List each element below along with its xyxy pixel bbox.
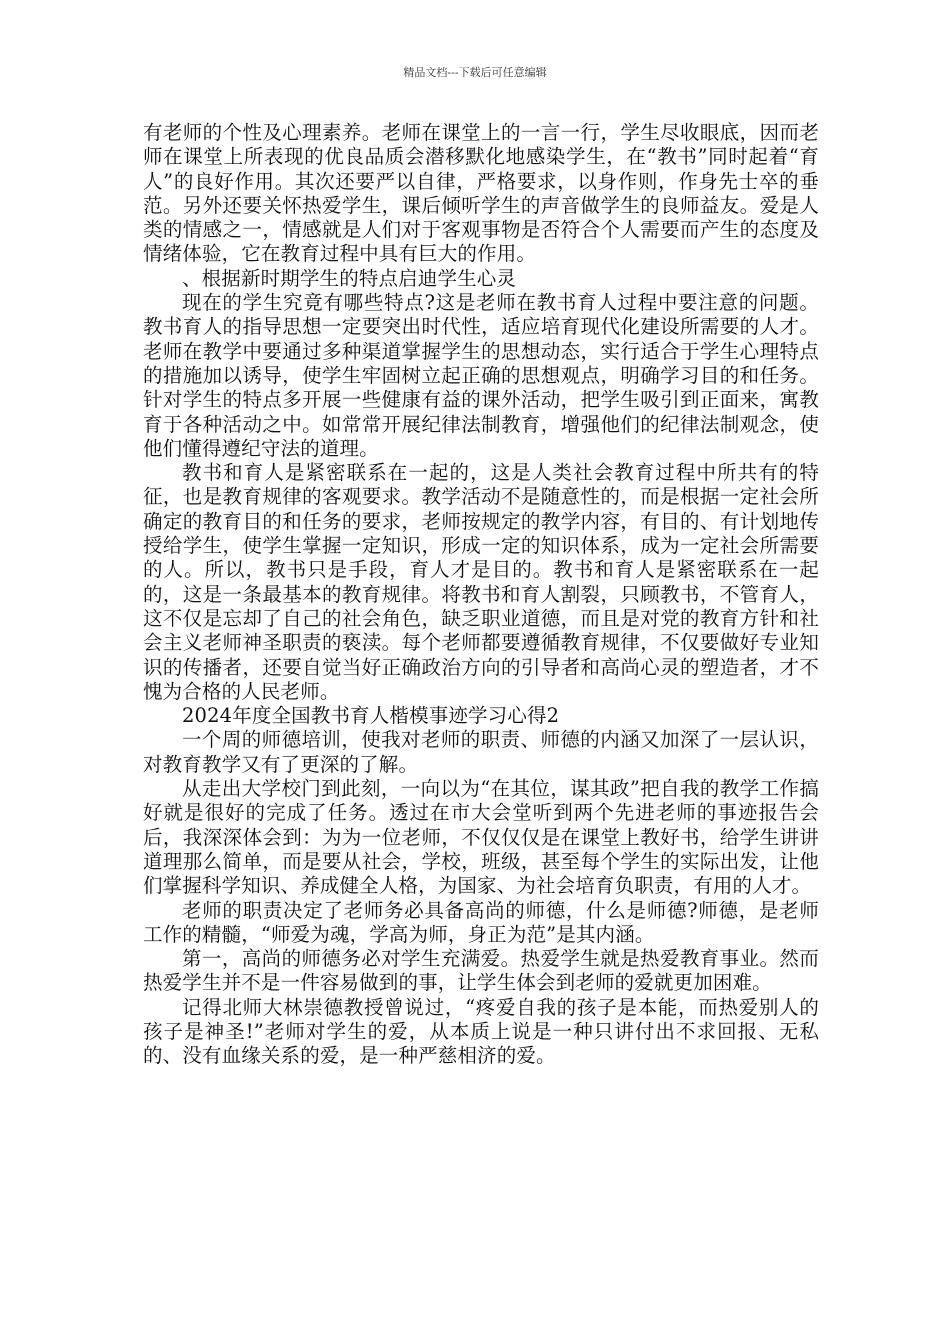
section-heading-1: 、根据新时期学生的特点启迪学生心灵: [182, 266, 517, 290]
paragraph-8: 记得北师大林崇德教授曾说过，“疼爱自我的孩子是本能，而热爱别人的孩子是神圣!”老师对学生的爱，从本质上说是一种只讲付出不求回报、无私的、没有血缘关系的爱，是一种严慈相济的爱。: [143, 995, 819, 1068]
paragraph-3: 教书和育人是紧密联系在一起的，这是人类社会教育过程中所共有的特征，也是教育规律的客观要求。教学活动不是随意性的，而是根据一定社会所确定的教育目的和任务的要求，老师按规定的教学内容，有目的、有计划地传授给学生，使学生掌握一定知识，形成一定的知识体系，成为一定社会所需要的人。所以，教书只是手段，育人才是目的。教书和育人是紧密联系在一起的，这是一条最基本的教育规律。将教书和育人割裂，只顾教书，不管育人，这不仅是忘却了自己的社会角色，缺乏职业道德，而且是对党的教育方针和社会主义老师神圣职责的亵渎。每个老师都要遵循教育规律，不仅要做好专业知识的传播者，还要自觉当好正确政治方向的引导者和高尚心灵的塑造者，才不愧为合格的人民老师。: [143, 461, 819, 703]
paragraph-6: 老师的职责决定了老师务必具备高尚的师德，什么是师德?师德，是老师工作的精髓，“师爱为魂，学高为师，身正为范”是其内涵。: [143, 898, 819, 946]
paragraph-5: 从走出大学校门到此刻，一向以为“在其位，谋其政”把自我的教学工作搞好就是很好的完成了任务。透过在市大会堂听到两个先进老师的事迹报告会后，我深深体会到：为为一位老师，不仅仅仅是在课堂上教好书，给学生讲讲道理那么简单，而是要从社会，学校，班级，甚至每个学生的实际出发，让他们掌握科学知识、养成健全人格，为国家、为社会培育负职责，有用的人才。: [143, 777, 819, 898]
section-heading-2: 2024年度全国教书育人楷模事迹学习心得2: [182, 704, 560, 728]
paragraph-4: 一个周的师德培训，使我对老师的职责、师德的内涵又加深了一层认识，对教育教学又有了更深的了解。: [143, 728, 819, 776]
paragraph-7: 第一，高尚的师德务必对学生充满爱。热爱学生就是热爱教育事业。然而热爱学生并不是一件容易做到的事，让学生体会到老师的爱就更加困难。: [143, 947, 819, 995]
page-header: 精品文档---下载后可任意编辑: [403, 66, 547, 79]
document-body: [143, 121, 819, 1069]
paragraph-1: 有老师的个性及心理素养。老师在课堂上的一言一行，学生尽收眼底，因而老师在课堂上所表现的优良品质会潜移默化地感染学生，在“教书”同时起着“育人”的良好作用。其次还要严以自律，严格要求，以身作则，作身先士卒的垂范。另外还要关怀热爱学生，课后倾听学生的声音做学生的良师益友。爱是人类的情感之一，情感就是人们对于客观事物是否符合个人需要而产生的态度及情绪体验，它在教育过程中具有巨大的作用。: [143, 121, 819, 266]
paragraph-2: 现在的学生究竟有哪些特点?这是老师在教书育人过程中要注意的问题。教书育人的指导思想一定要突出时代性，适应培育现代化建设所需要的人才。老师在教学中要通过多种渠道掌握学生的思想动态，实行适合于学生心理特点的措施加以诱导，使学生牢固树立起正确的思想观点，明确学习目的和任务。针对学生的特点多开展一些健康有益的课外活动，把学生吸引到正面来，寓教育于各种活动之中。如常常开展纪律法制教育，增强他们的纪律法制观念，使他们懂得遵纪守法的道理。: [143, 291, 819, 460]
